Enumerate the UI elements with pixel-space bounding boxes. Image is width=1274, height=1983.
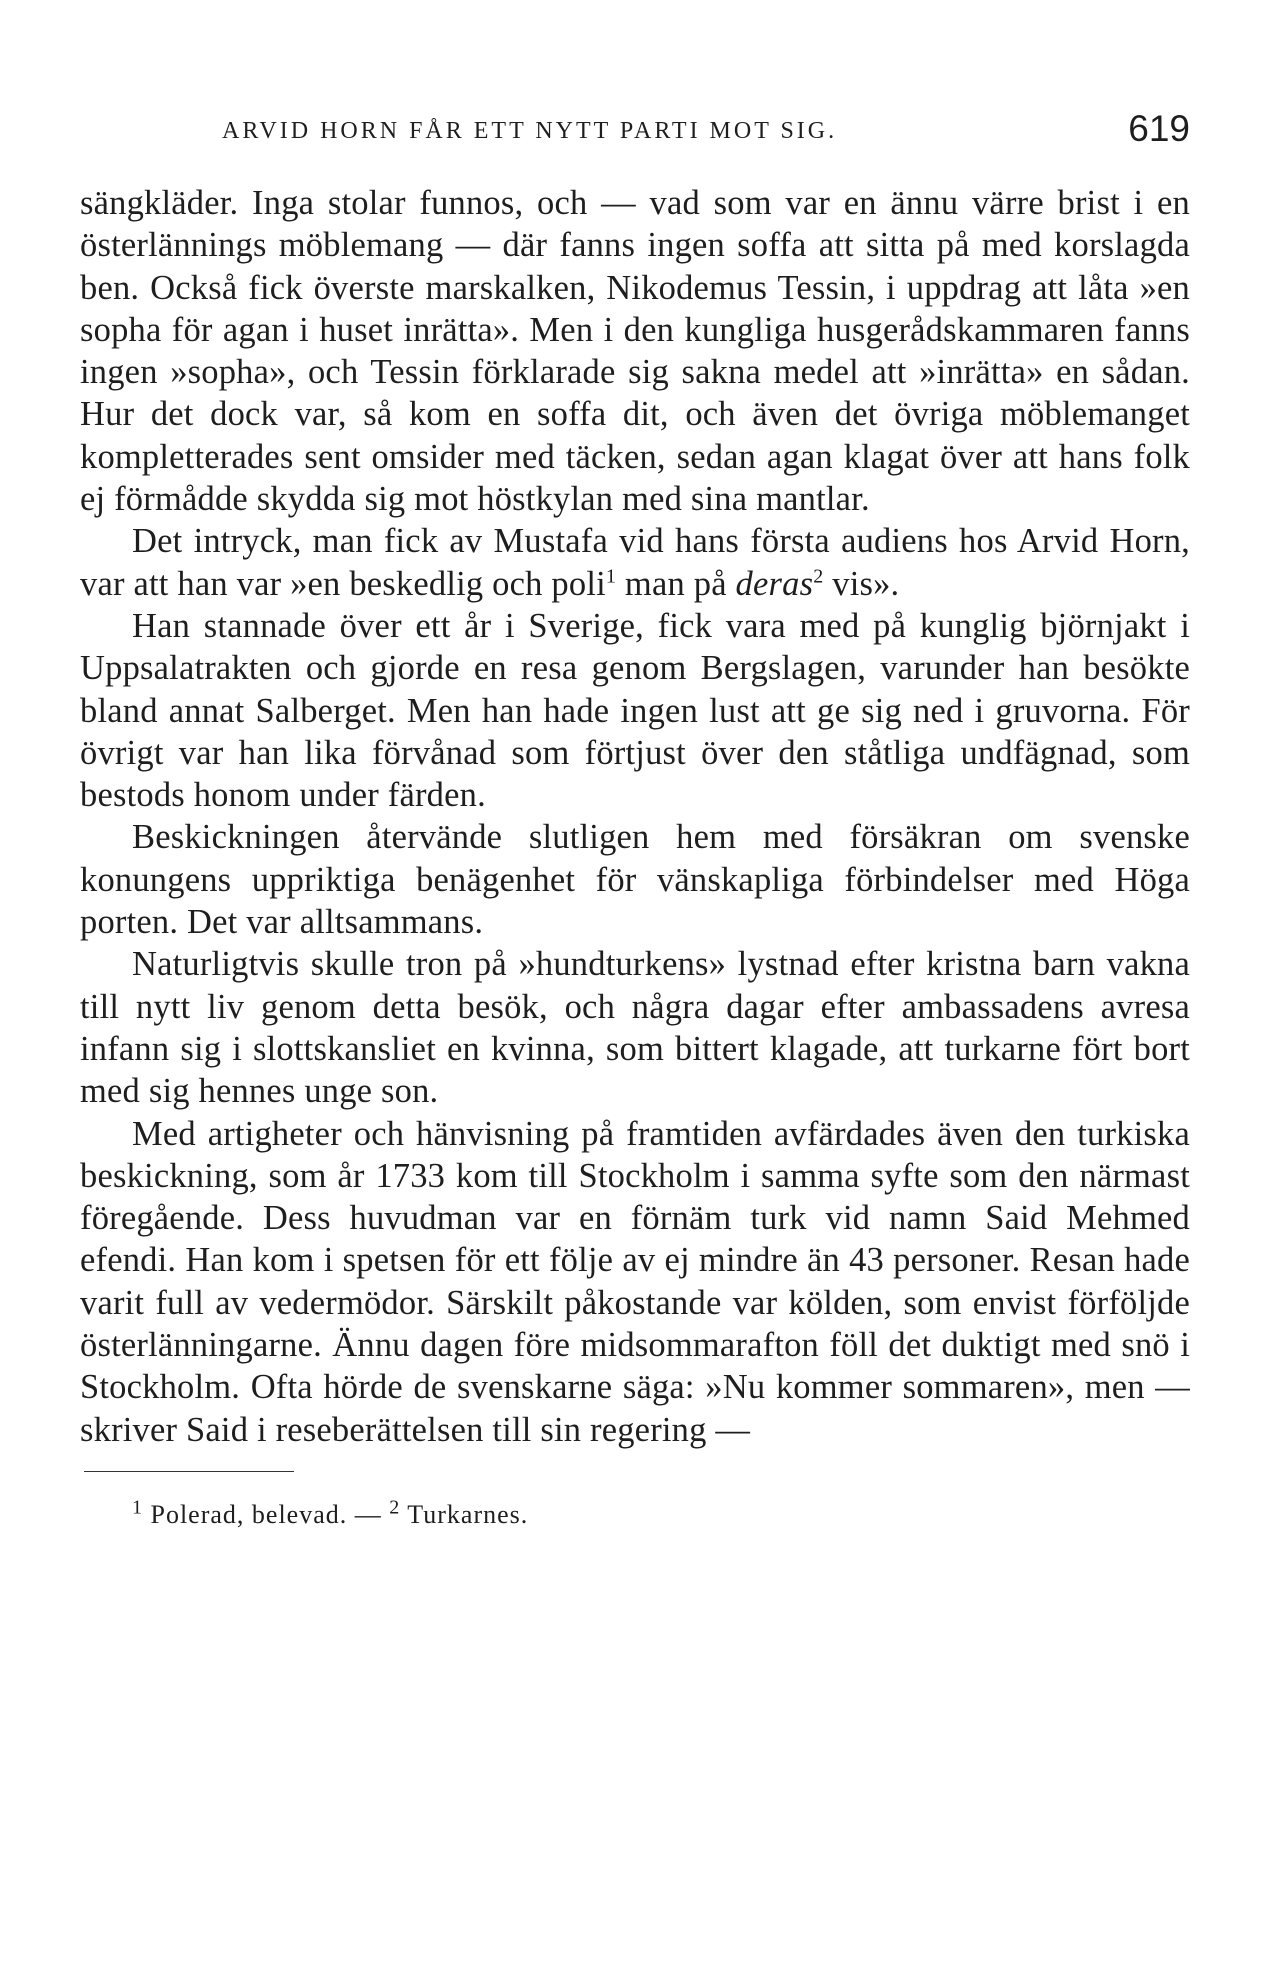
- paragraph: Naturligtvis skulle tron på »hundturkens» lystnad efter kristna barn vakna till nytt liv genom detta besök, och några dagar efter ambassadens avresa infann sig i slottskansliet en kvinna, som bittert klagade, att turkarne fört bort med sig hennes unge son.: [80, 945, 1190, 1111]
- footnote-mark: 1: [132, 1496, 143, 1519]
- paragraph-text: man på: [616, 564, 736, 603]
- footnote-text: Turkarnes.: [400, 1499, 529, 1529]
- paragraph: Han stannade över ett år i Sverige, fick vara med på kunglig björnjakt i Uppsalatrakten och gjorde en resa genom Bergslagen, varunder han besökte bland annat Salberget. Men han hade ingen lust att ge sig ned i gruvorna. För övrigt var han lika förvånad som förtjust över den ståtliga undfägnad, som bestods honom under färden.: [80, 606, 1190, 815]
- page-number: 619: [1128, 108, 1190, 149]
- footnote-text: Polerad, belevad. —: [143, 1499, 390, 1529]
- footnotes: [132, 1498, 1190, 1532]
- body-text: [80, 182, 1190, 1451]
- footnote-ref: 1: [605, 565, 617, 588]
- paragraph: [80, 520, 1190, 605]
- running-title: ARVID HORN FÅR ETT NYTT PARTI MOT SIG.: [222, 118, 838, 144]
- paragraph-text: Det intryck, man fick av Mustafa vid hans första audiens hos Arvid Horn, var att han var »en beskedlig och poli: [80, 522, 1190, 603]
- paragraph: Beskickningen återvände slutligen hem med försäkran om svenske konungens uppriktiga benägenhet för vänskapliga förbindelser med Höga porten. Det var alltsammans.: [80, 818, 1190, 942]
- paragraph-text: vis».: [823, 564, 900, 603]
- book-page: [80, 108, 1190, 1532]
- footnote-mark: 2: [389, 1496, 401, 1519]
- footnote-ref: 2: [813, 565, 824, 588]
- footnote-divider: [84, 1471, 294, 1472]
- running-header: [80, 108, 1190, 156]
- paragraph: sängkläder. Inga stolar funnos, och — vad som var en ännu värre brist i en österlännings möblemang — där fanns ingen soffa att sitta på med korslagda ben. Också fick överste marskalken, Nikodemus Tessin, i uppdrag att låta »en sopha för agan i huset inrätta». Men i den kungliga husgerådskammaren fanns ingen »sopha», och Tessin förklarade sig sakna medel att »inrätta» en sådan. Hur det dock var, så kom en soffa dit, och även det övriga möblemanget kompletterades sent omsider med täcken, sedan agan klagat över att hans folk ej förmådde skydda sig mot höstkylan med sina mantlar.: [80, 184, 1190, 519]
- italic-word: deras: [735, 564, 814, 603]
- paragraph: Med artigheter och hänvisning på framtiden avfärdades även den turkiska beskickning, som år 1733 kom till Stockholm i samma syfte som den närmast föregående. Dess huvudman var en förnäm turk vid namn Said Mehmed efendi. Han kom i spetsen för ett följe av ej mindre än 43 personer. Resan hade varit full av vedermödor. Särskilt påkostande var kölden, som envist förföljde österlänningarne. Ännu dagen före midsommarafton föll det duktigt med snö i Stockholm. Ofta hörde de svenskarne säga: »Nu kommer sommaren», men — skriver Said i reseberättelsen till sin regering —: [80, 1114, 1190, 1449]
